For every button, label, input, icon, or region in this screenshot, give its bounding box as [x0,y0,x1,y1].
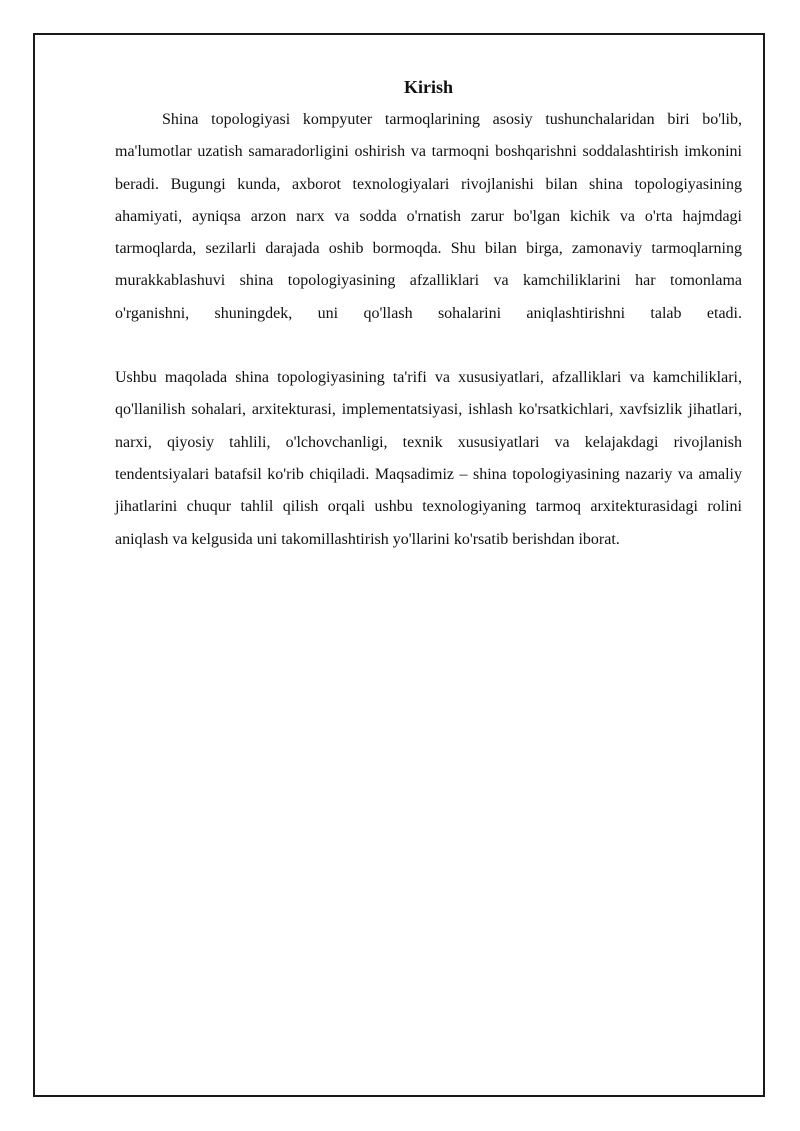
paragraph-scope: Ushbu maqolada shina topologiyasining ta'rifi va xususiyatlari, afzalliklari va kamchiliklari, qo'llanilish sohalari, arxitekturasi, implementatsiyasi, ishlash ko'rsatkichlari, xavfsizlik jihatlari, narxi, qiyosiy tahlili, o'lchovchanligi, texnik xususiyatlari va kelajakdagi rivojlanish tendentsiyalari batafsil ko'rib chiqiladi. Maqsadimiz – shina topologiyasining nazariy va amaliy jihatlarini chuqur tahlil qilish orqali ushbu texnologiyaning tarmoq arxitekturasidagi rolini aniqlash va kelgusida uni takomillashtirish yo'llarini ko'rsatib berishdan iborat. [115,369,742,548]
document-body [115,74,742,556]
paragraph-spacer [115,330,742,362]
paragraph-intro: Shina topologiyasi kompyuter tarmoqlarining asosiy tushunchalaridan biri bo'lib, ma'lumotlar uzatish samaradorligini oshirish va tarmoqni boshqarishni soddalashtirish imkonini beradi. Bugungi kunda, axborot texnologiyalari rivojlanishi bilan shina topologiyasining ahamiyati, ayniqsa arzon narx va sodda o'rnatish zarur bo'lgan kichik va o'rta hajmdagi tarmoqlarda, sezilarli darajada oshib bormoqda. Shu bilan birga, zamonaviy tarmoqlarning murakkablashuvi shina topologiyasining afzalliklari va kamchiliklarini har tomonlama o'rganishni, shuningdek, uni qo'llash sohalarini aniqlashtirishni talab etadi. [115,111,742,322]
document-title: Kirish [403,77,453,97]
